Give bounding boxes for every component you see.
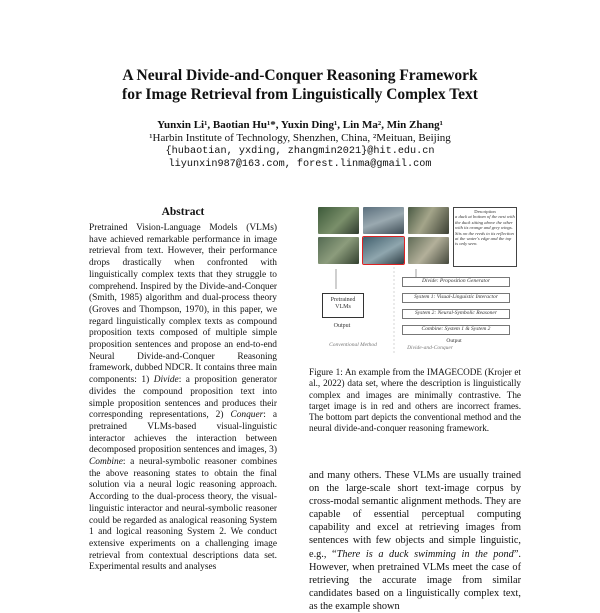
description-text: a duck at bottom of the nest with the duck sitting above the other with its orange and grey wings. Sits on the reeds to its reflection at the water's edge and the top is only seen. (455, 214, 515, 247)
figure-caption: Figure 1: An example from the IMAGECODE (Krojer et al., 2022) data set, where the description is linguistically complex and images are minimally contrastive. The target image is in red and others are incorrect frames. The bottom part depicts the conventional method and the neural divide-and-conquer reasoning framework. (309, 367, 521, 434)
affiliation: ¹Harbin Institute of Technology, Shenzhen, China, ²Meituan, Beijing (149, 132, 451, 144)
step-divide: Divide: Proposition Generator (402, 277, 510, 287)
ours-label: Divide-and-Conquer (400, 345, 460, 352)
body-example: There is a duck swimming in the pond (336, 548, 514, 560)
conventional-method-label: Conventional Method (318, 342, 388, 350)
paper-title (60, 66, 540, 104)
description-title: Description (474, 209, 496, 214)
step-combine: Combine: System 1 & System 2 (402, 325, 510, 335)
abstract-text (89, 223, 277, 574)
step-system-2: System 2: Neural-Symbolic Reasoner (402, 309, 510, 319)
body-part-1: and many others. These VLMs are usually trained on the large-scale short text-image corpus by cross-modal semantic alignment methods. They are capable of essential perceptual computing capability and excel at retrieving images from sentences with few objects and simple linguistic, e.g., “ (309, 470, 521, 560)
author-names: Yunxin Li¹, Baotian Hu¹*, Yuxin Ding¹, Lin Ma², Min Zhang¹ (157, 119, 443, 131)
abstract-combine: Combine (89, 457, 123, 468)
abstract-part-4: : a neural-symbolic reasoner combines the above reasoning states to obtain the final solution via a neural logic reasoning approach. According to the dual-process theory, the visual-linguistic interactor and neural-symbolic reasoner could be regarded as analogical reasoning System 1 and logical reasoning System 2. We conduct extensive experiments on a challenging image retrieval from contextual descriptions data set. Experimental results and analyses (89, 457, 277, 573)
conventional-output: Output (329, 323, 355, 331)
title-line-1: A Neural Divide-and-Conquer Reasoning Framework (122, 67, 478, 84)
figure-1 (316, 205, 516, 353)
abstract-part-1: Pretrained Vision-Language Models (VLMs) have achieved remarkable performance in image retrieval from text. However, their performance drops drastically when confronted with linguistically complex texts that they struggle to comprehend. Inspired by the Divide-and-Conquer (Smith, 1985) algorithm and dual-process theory (Groves and Thompson, 1970), in this paper, we regard linguistically complex texts as compound proposition texts composed of multiple simple proposition sentences and propose an end-to-end Neural Divide-and-Conquer Reasoning framework, dubbed NDCR. It contains three main components: 1) (89, 223, 277, 386)
body-text (309, 469, 521, 613)
author-block (40, 119, 560, 171)
abstract-conquer: Conquer (230, 410, 264, 421)
pretrained-vlms-box: Pretrained VLMs (322, 293, 364, 318)
email-line-2: liyunxin987@163.com, forest.linma@gmail.com (168, 159, 432, 170)
body-part-2: ”. However, when pretrained VLMs meet the case of retrieving the accurate image from similar candidates based on a linguistically complex text, as the example shown (309, 548, 521, 612)
step-output: Output (434, 338, 474, 345)
abstract-divide: Divide (153, 375, 179, 386)
abstract-part-2: : a proposition generator divides the compound proposition text into simple proposition sentences and produces their corresponding representations, 2) (89, 375, 277, 421)
title-line-2: for Image Retrieval from Linguistically Complex Text (122, 86, 478, 103)
step-system-1: System 1: Visual-Linguistic Interactor (402, 293, 510, 303)
abstract-heading: Abstract (161, 206, 205, 218)
abstract-part-3: : a pretrained VLMs-based visual-linguistic interactor achieves the interaction between decomposed proposition sentences and images, 3) (89, 410, 277, 456)
email-line-1: {hubaotian, yxding, zhangmin2021}@hit.edu.cn (165, 146, 435, 157)
